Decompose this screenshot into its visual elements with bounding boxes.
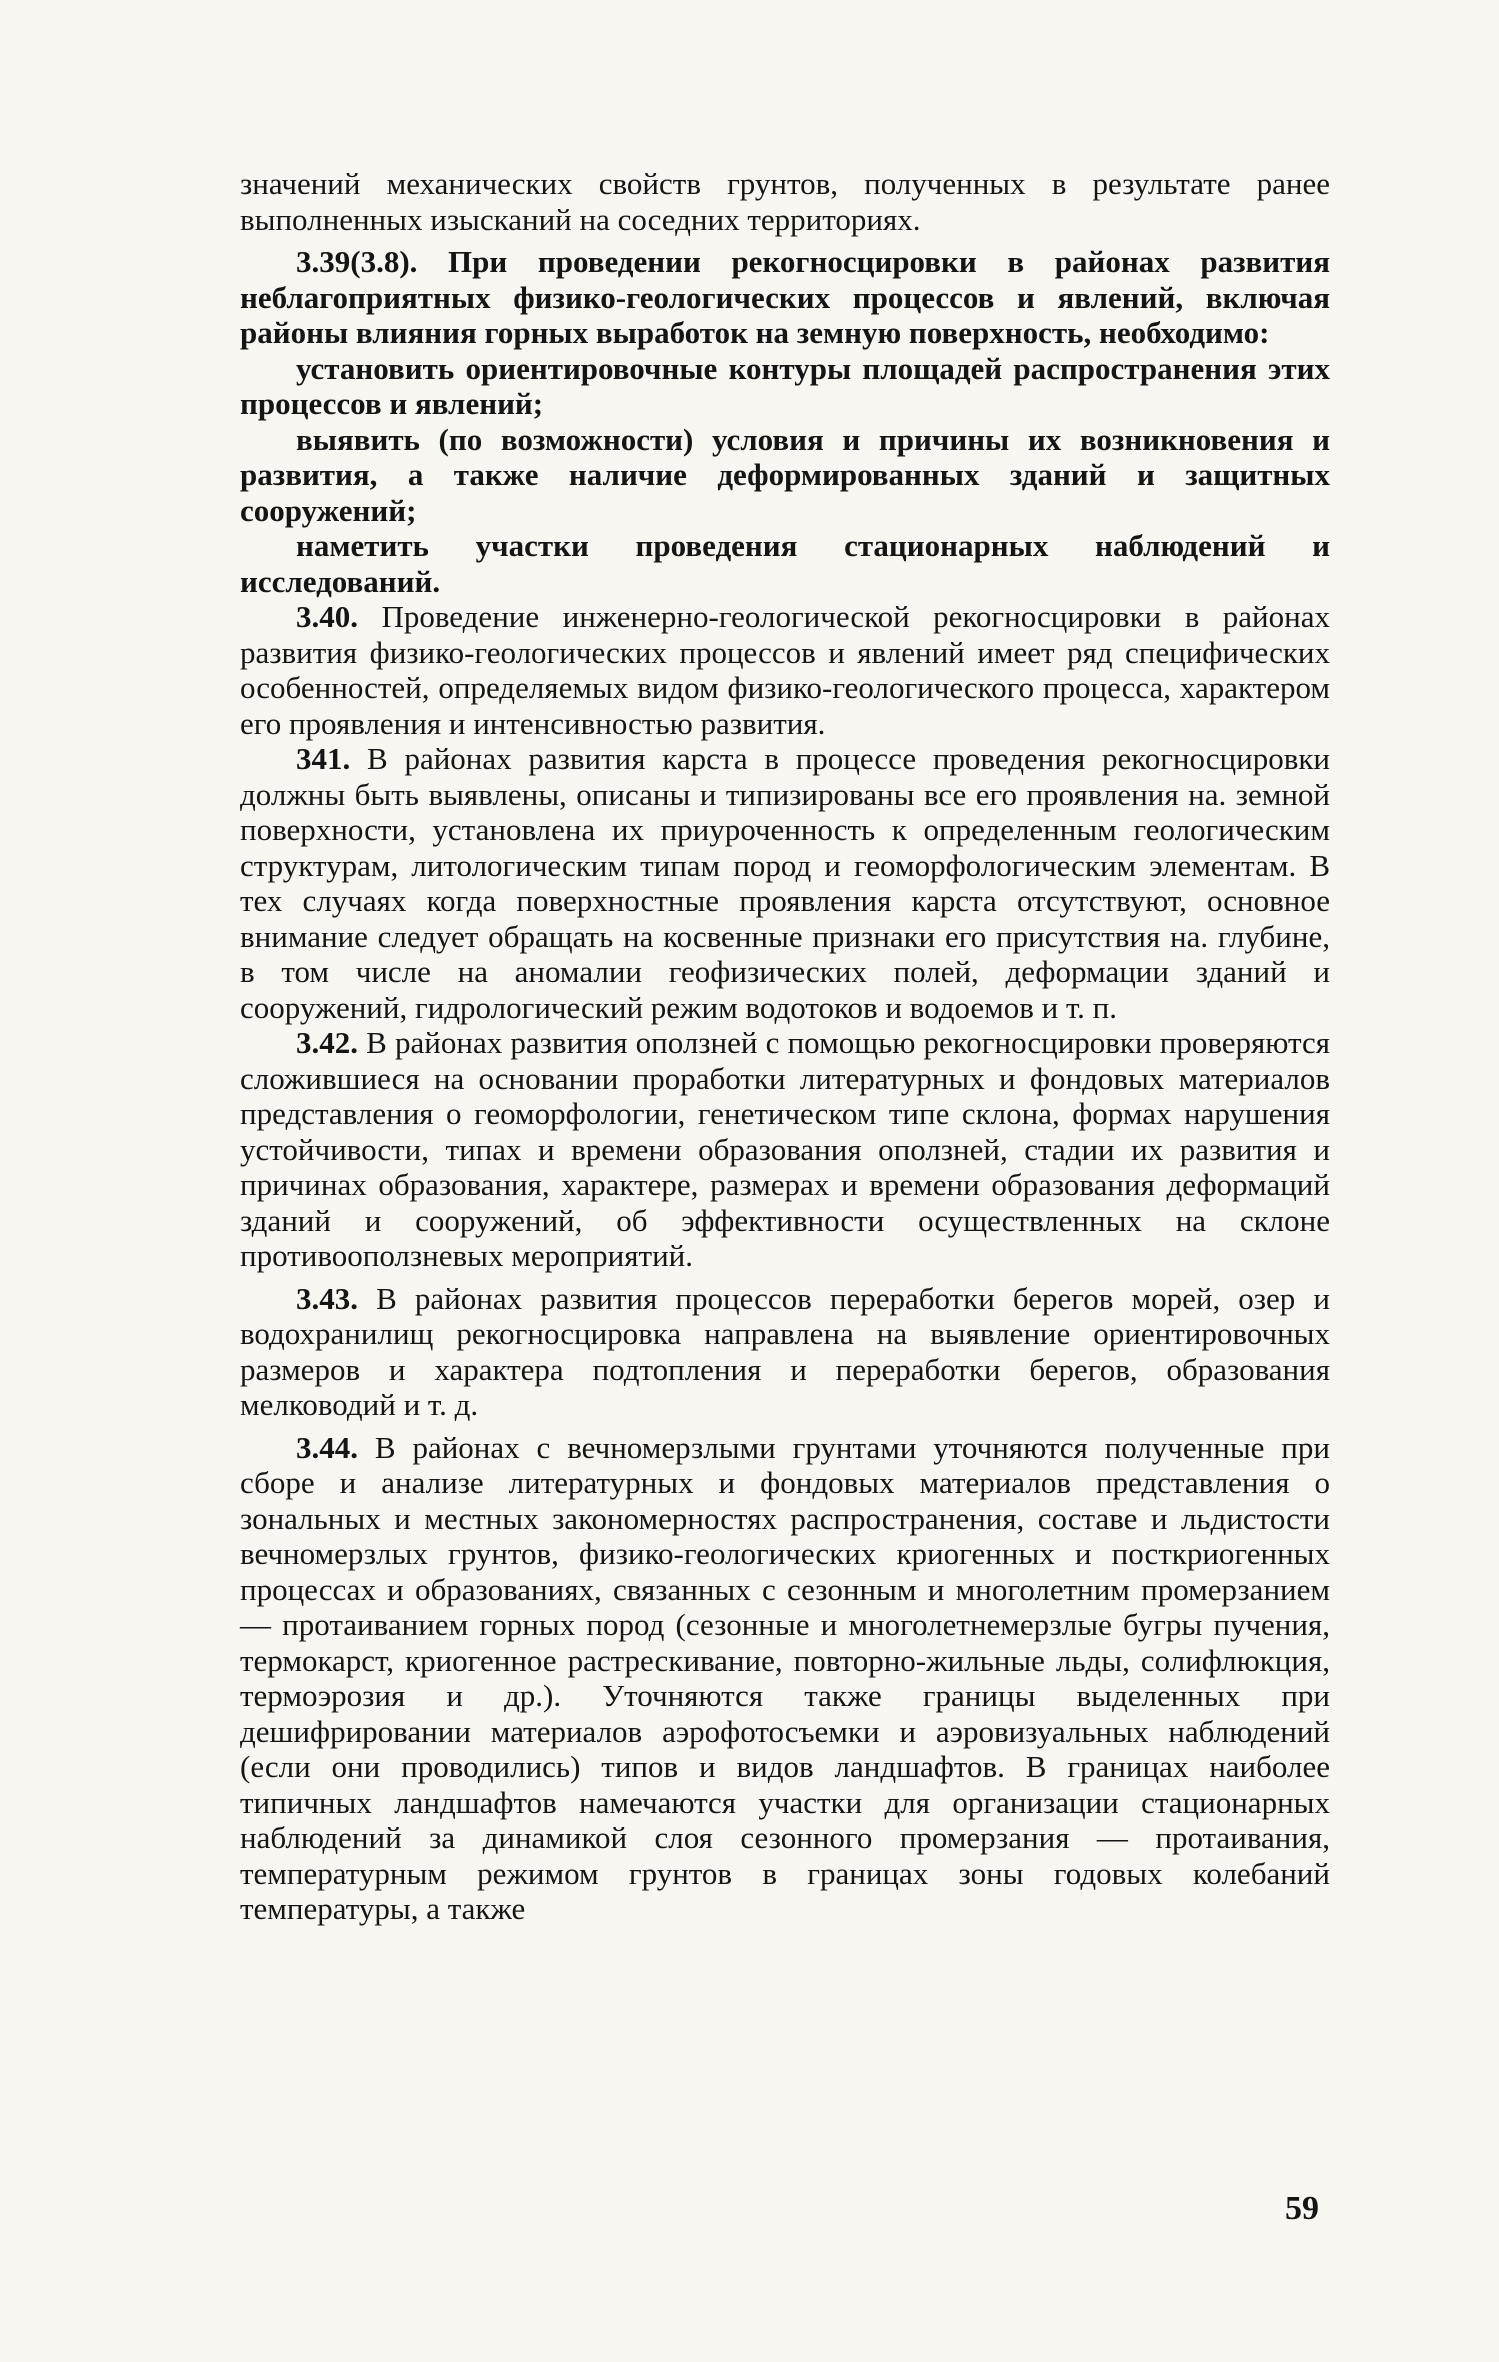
- section-number: 3.43.: [296, 1280, 358, 1316]
- section-text: В районах с вечномерзлыми грунтами уточняются полученные при сборе и анализе литературных и фондовых материалов представления о зональных и местных закономерностях распространения, составе и льдистости вечномерзлых грунтов, физико-геологических криогенных и посткриогенных процессах и образованиях, связанных с сезонным и многолетним промерзанием — протаиванием горных пород (сезонные и многолетнемерзлые бугры пучения, термокарст, криогенное растрескивание, повторно-жильные льды, солифлюкция, термоэрозия и др.). Уточняются также границы выделенных при дешифрировании материалов аэрофотосъемки и аэровизуальных наблюдений (если они проводились) типов и видов ландшафтов. В границах наиболее типичных ландшафтов намечаются участки для организации стационарных наблюдений за динамикой слоя сезонного промерзания — протаивания, температурным режимом грунтов в границах зоны годовых колебаний температуры, а также: [240, 1429, 1330, 1926]
- section-text: В районах развития оползней с помощью рекогносцировки проверяются сложившиеся на основании проработки литературных и фондовых материалов представления о геоморфологии, генетическом типе склона, формах нарушения устойчивости, типах и времени образования оползней, стадии их развития и причинах образования, характере, размерах и времени образования деформаций зданий и сооружений, об эффективности осуществленных на склоне противооползневых мероприятий.: [240, 1025, 1330, 1273]
- section-text: Проведение инженерно-геологической рекогносцировки в районах развития физико-геологических процессов и явлений имеет ряд специфических особенностей, определяемых видом физико-геологического процесса, характером его проявления и интенсивностью развития.: [240, 599, 1330, 741]
- section-number: 3.44.: [296, 1429, 358, 1465]
- section-text: В районах развития процессов переработки берегов морей, озер и водохранилищ рекогносцировка направлена на выявление ориентировочных размеров и характера подтопления и переработки берегов, образования мелководий и т. д.: [240, 1280, 1331, 1422]
- paragraph-3-42: [240, 1025, 1330, 1274]
- section-number: 3.40.: [296, 599, 358, 634]
- paragraph-3-39: [240, 244, 1330, 351]
- section-text: При проведении рекогносцировки в районах развития неблагоприятных физико-геологических процессов и явлений, включая районы влияния горных выработок на земную поверхность, необходимо:: [240, 244, 1330, 350]
- page-number: 59: [1285, 2190, 1319, 2227]
- list-item-causes: [240, 422, 1330, 529]
- section-number: 341.: [296, 741, 351, 776]
- list-item-text: установить ориентировочные контуры площадей распространения этих процессов и явлений;: [240, 350, 1330, 421]
- section-number: 3.39(3.8).: [296, 244, 418, 279]
- page-body: [240, 166, 1330, 1927]
- paragraph-3-40: [240, 599, 1330, 741]
- paragraph-continuation: значений механических свойств грунтов, полученных в результате ранее выполненных изысканий на соседних территориях.: [240, 166, 1330, 237]
- section-number: 3.42.: [296, 1025, 358, 1060]
- paragraph-3-43: [240, 1281, 1330, 1423]
- list-item-contours: [240, 351, 1330, 422]
- paragraph-3-41: [240, 741, 1330, 1025]
- paragraph-3-44: [240, 1430, 1330, 1927]
- list-item-text: наметить участки проведения стационарных наблюдений и исследований.: [240, 528, 1330, 599]
- section-text: В районах развития карста в процессе проведения рекогносцировки должны быть выявлены, описаны и типизированы все его проявления на. земной поверхности, установлена их приуроченность к определенным геологическим структурам, литологическим типам пород и геоморфологическим элементам. В тех случаях когда поверхностные проявления карста отсутствуют, основное внимание следует обращать на косвенные признаки его присутствия на. глубине, в том числе на аномалии геофизических полей, деформации зданий и сооружений, гидрологический режим водотоков и водоемов и т. п.: [240, 741, 1331, 1025]
- list-item-text: выявить (по возможности) условия и причины их возникновения и развития, а также наличие деформированных зданий и защитных сооружений;: [240, 421, 1330, 528]
- list-item-sites: [240, 528, 1330, 599]
